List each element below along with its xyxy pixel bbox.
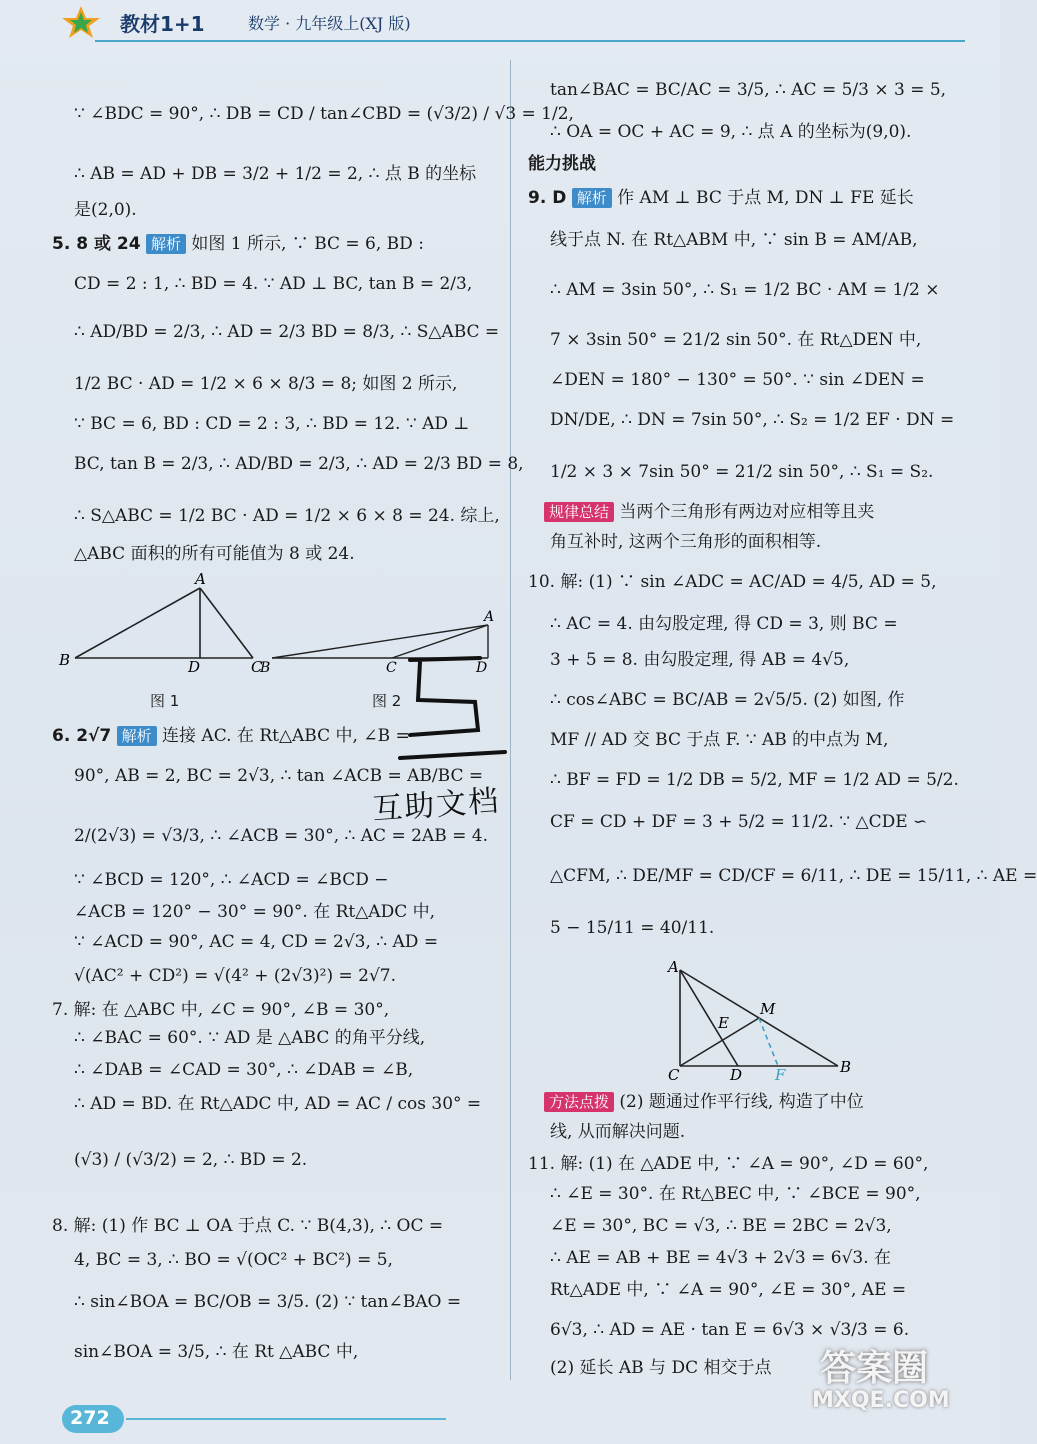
site-url-watermark: MXQE.COM: [812, 1388, 950, 1413]
answer-number: 9. D: [528, 188, 567, 208]
text-line: 10. 解: (1) ∵ sin ∠ADC = AC/AD = 4/5, AD = 5,: [528, 572, 937, 592]
text-line: 作 AM ⊥ BC 于点 M, DN ⊥ FE 延长: [617, 188, 914, 208]
page-number: 272: [70, 1407, 110, 1429]
text-line: ∴ ∠BAC = 60°. ∵ AD 是 △ABC 的角平分线,: [74, 1028, 426, 1048]
star-logo-icon: [58, 4, 104, 40]
text-line: △CFM, ∴ DE/MF = CD/CF = 6/11, ∴ DE = 15/11, ∴ AE =: [550, 866, 1037, 886]
point-label: F: [775, 1066, 786, 1084]
page-header: [0, 0, 1000, 44]
tip-box: [544, 500, 874, 524]
guilv-tag: 规律总结: [544, 502, 614, 522]
text-line: ∵ ∠BCD = 120°, ∴ ∠ACD = ∠BCD −: [74, 870, 389, 890]
point-label: B: [59, 651, 71, 669]
answer-number: 6. 2√7: [52, 726, 112, 746]
text-line: (2) 题通过作平行线, 构造了中位: [619, 1092, 864, 1112]
handwritten-scribble-mark: [380, 640, 520, 780]
text-line: MF // AD 交 BC 于点 F. ∵ AB 的中点为 M,: [550, 730, 889, 750]
text-line: ∴ ∠E = 30°. 在 Rt△BEC 中, ∵ ∠BCE = 90°,: [550, 1184, 921, 1204]
text-line: ∴ BF = FD = 1/2 DB = 5/2, MF = 1/2 AD = 5/2.: [550, 770, 959, 790]
text-line: ∵ ∠BDC = 90°, ∴ DB = CD / tan∠CBD = (√3/2) / √3 = 1/2,: [74, 104, 574, 124]
point-label: B: [260, 660, 271, 676]
text-line: 角互补时, 这两个三角形的面积相等.: [550, 532, 822, 552]
text-line: ∴ cos∠ABC = BC/AB = 2√5/5. (2) 如图, 作: [550, 690, 905, 710]
text-line: ∵ ∠ACD = 90°, AC = 4, CD = 2√3, ∴ AD =: [74, 932, 439, 952]
text-line: ∴ AE = AB + BE = 4√3 + 2√3 = 6√3. 在: [550, 1248, 892, 1268]
point-label: A: [195, 570, 206, 588]
figure-1-caption: 图 1: [150, 692, 180, 710]
text-line: DN/DE, ∴ DN = 7sin 50°, ∴ S₂ = 1/2 EF · DN =: [550, 410, 955, 430]
text-line: 6√3, ∴ AD = AE · tan E = 6√3 × √3/3 = 6.: [550, 1320, 910, 1340]
text-line: ∵ BC = 6, BD : CD = 2 : 3, ∴ BD = 12. ∵ AD ⊥: [74, 414, 470, 434]
figure-1: [55, 570, 270, 675]
text-line: sin∠BOA = 3/5, ∴ 在 Rt △ABC 中,: [74, 1342, 359, 1362]
text-line: ∴ AM = 3sin 50°, ∴ S₁ = 1/2 BC · AM = 1/2 ×: [550, 280, 940, 300]
text-line: (√3) / (√3/2) = 2, ∴ BD = 2.: [74, 1150, 308, 1170]
jiexi-tag: 解析: [117, 726, 157, 746]
text-line: 3 + 5 = 8. 由勾股定理, 得 AB = 4√5,: [550, 650, 850, 670]
text-line: 连接 AC. 在 Rt△ABC 中, ∠B =: [162, 726, 410, 746]
figure-2-caption: 图 2: [372, 692, 402, 710]
handwritten-watermark: 互助文档: [371, 783, 502, 828]
text-line: ∴ AB = AD + DB = 3/2 + 1/2 = 2, ∴ 点 B 的坐标: [74, 164, 477, 184]
text-line: √(AC² + CD²) = √(4² + (2√3)²) = 2√7.: [74, 966, 396, 986]
answer-9: [528, 186, 914, 210]
text-line: tan∠BAC = BC/AC = 3/5, ∴ AC = 5/3 × 3 = 5,: [550, 80, 947, 100]
point-label: E: [718, 1014, 729, 1032]
subject-label: 数学 · 九年级上(XJ 版): [248, 14, 411, 33]
text-line: ∴ sin∠BOA = BC/OB = 3/5. (2) ∵ tan∠BAO =: [74, 1292, 462, 1312]
text-line: 90°, AB = 2, BC = 2√3, ∴ tan ∠ACB = AB/BC =: [74, 766, 484, 786]
text-line: ∴ AD = BD. 在 Rt△ADC 中, AD = AC / cos 30° =: [74, 1094, 482, 1114]
text-line: 8. 解: (1) 作 BC ⊥ OA 于点 C. ∵ B(4,3), ∴ OC =: [52, 1216, 444, 1236]
point-label: C: [668, 1066, 680, 1084]
text-line: ∠DEN = 180° − 130° = 50°. ∵ sin ∠DEN =: [550, 370, 925, 390]
text-line: 线, 从而解决问题.: [550, 1122, 686, 1142]
text-line: 7 × 3sin 50° = 21/2 sin 50°. 在 Rt△DEN 中,: [550, 330, 922, 350]
text-line: 如图 1 所示, ∵ BC = 6, BD :: [191, 234, 424, 254]
point-label: D: [476, 660, 488, 676]
figure-problem-10: [660, 958, 860, 1083]
text-line: 7. 解: 在 △ABC 中, ∠C = 90°, ∠B = 30°,: [52, 1000, 390, 1020]
text-line: ∴ OA = OC + AC = 9, ∴ 点 A 的坐标为(9,0).: [550, 122, 912, 142]
text-line: BC, tan B = 2/3, ∴ AD/BD = 2/3, ∴ AD = 2/3 BD = 8,: [74, 454, 524, 474]
text-line: 1/2 BC · AD = 1/2 × 6 × 8/3 = 8; 如图 2 所示,: [74, 374, 458, 394]
text-line: ∴ ∠DAB = ∠CAD = 30°, ∴ ∠DAB = ∠B,: [74, 1060, 414, 1080]
point-label: B: [840, 1058, 852, 1076]
point-label: C: [251, 658, 263, 676]
text-line: ∠ACB = 120° − 30° = 90°. 在 Rt△ADC 中,: [74, 902, 436, 922]
jiexi-tag: 解析: [146, 234, 186, 254]
point-label: D: [188, 658, 201, 676]
text-line: 2/(2√3) = √3/3, ∴ ∠ACB = 30°, ∴ AC = 2AB = 4.: [74, 826, 488, 846]
answer-number: 5. 8 或 24: [52, 234, 141, 254]
text-line: 5 − 15/11 = 40/11.: [550, 918, 715, 938]
text-line: 是(2,0).: [74, 200, 137, 220]
text-line: ∴ AD/BD = 2/3, ∴ AD = 2/3 BD = 8/3, ∴ S△ABC =: [74, 322, 500, 342]
text-line: 当两个三角形有两边对应相等且夹: [619, 502, 875, 522]
text-line: CD = 2 : 1, ∴ BD = 4. ∵ AD ⊥ BC, tan B = 2/3,: [74, 274, 473, 294]
answer-6: [52, 724, 410, 748]
point-label: D: [730, 1066, 743, 1084]
book-title: 教材1+1: [120, 12, 205, 36]
text-line: Rt△ADE 中, ∵ ∠A = 90°, ∠E = 30°, AE =: [550, 1280, 907, 1300]
footer-rule: [126, 1418, 446, 1420]
text-line: (2) 延长 AB 与 DC 相交于点: [550, 1358, 772, 1378]
header-rule: [95, 40, 965, 42]
text-line: △ABC 面积的所有可能值为 8 或 24.: [74, 544, 355, 564]
text-line: ∴ S△ABC = 1/2 BC · AD = 1/2 × 6 × 8 = 24. 综上,: [74, 506, 500, 526]
jiexi-tag: 解析: [572, 188, 612, 208]
text-line: 线于点 N. 在 Rt△ABM 中, ∵ sin B = AM/AB,: [550, 230, 918, 250]
point-label: A: [484, 609, 495, 625]
point-label: A: [668, 958, 679, 976]
text-line: 4, BC = 3, ∴ BO = √(OC² + BC²) = 5,: [74, 1250, 393, 1270]
tip-box: [544, 1090, 864, 1114]
fangfa-tag: 方法点拨: [544, 1092, 614, 1112]
point-label: M: [760, 1000, 776, 1018]
point-label: C: [386, 660, 397, 676]
text-line: CF = CD + DF = 3 + 5/2 = 11/2. ∵ △CDE ∽: [550, 812, 928, 832]
text-line: ∠E = 30°, BC = √3, ∴ BE = 2BC = 2√3,: [550, 1216, 892, 1236]
text-line: 11. 解: (1) 在 △ADE 中, ∵ ∠A = 90°, ∠D = 60°,: [528, 1154, 929, 1174]
text-line: ∴ AC = 4. 由勾股定理, 得 CD = 3, 则 BC =: [550, 614, 898, 634]
site-logo-watermark: 答案圈: [820, 1348, 929, 1389]
answer-5: [52, 232, 424, 256]
section-title: 能力挑战: [528, 154, 596, 174]
text-line: 1/2 × 3 × 7sin 50° = 21/2 sin 50°, ∴ S₁ = S₂.: [550, 462, 934, 482]
